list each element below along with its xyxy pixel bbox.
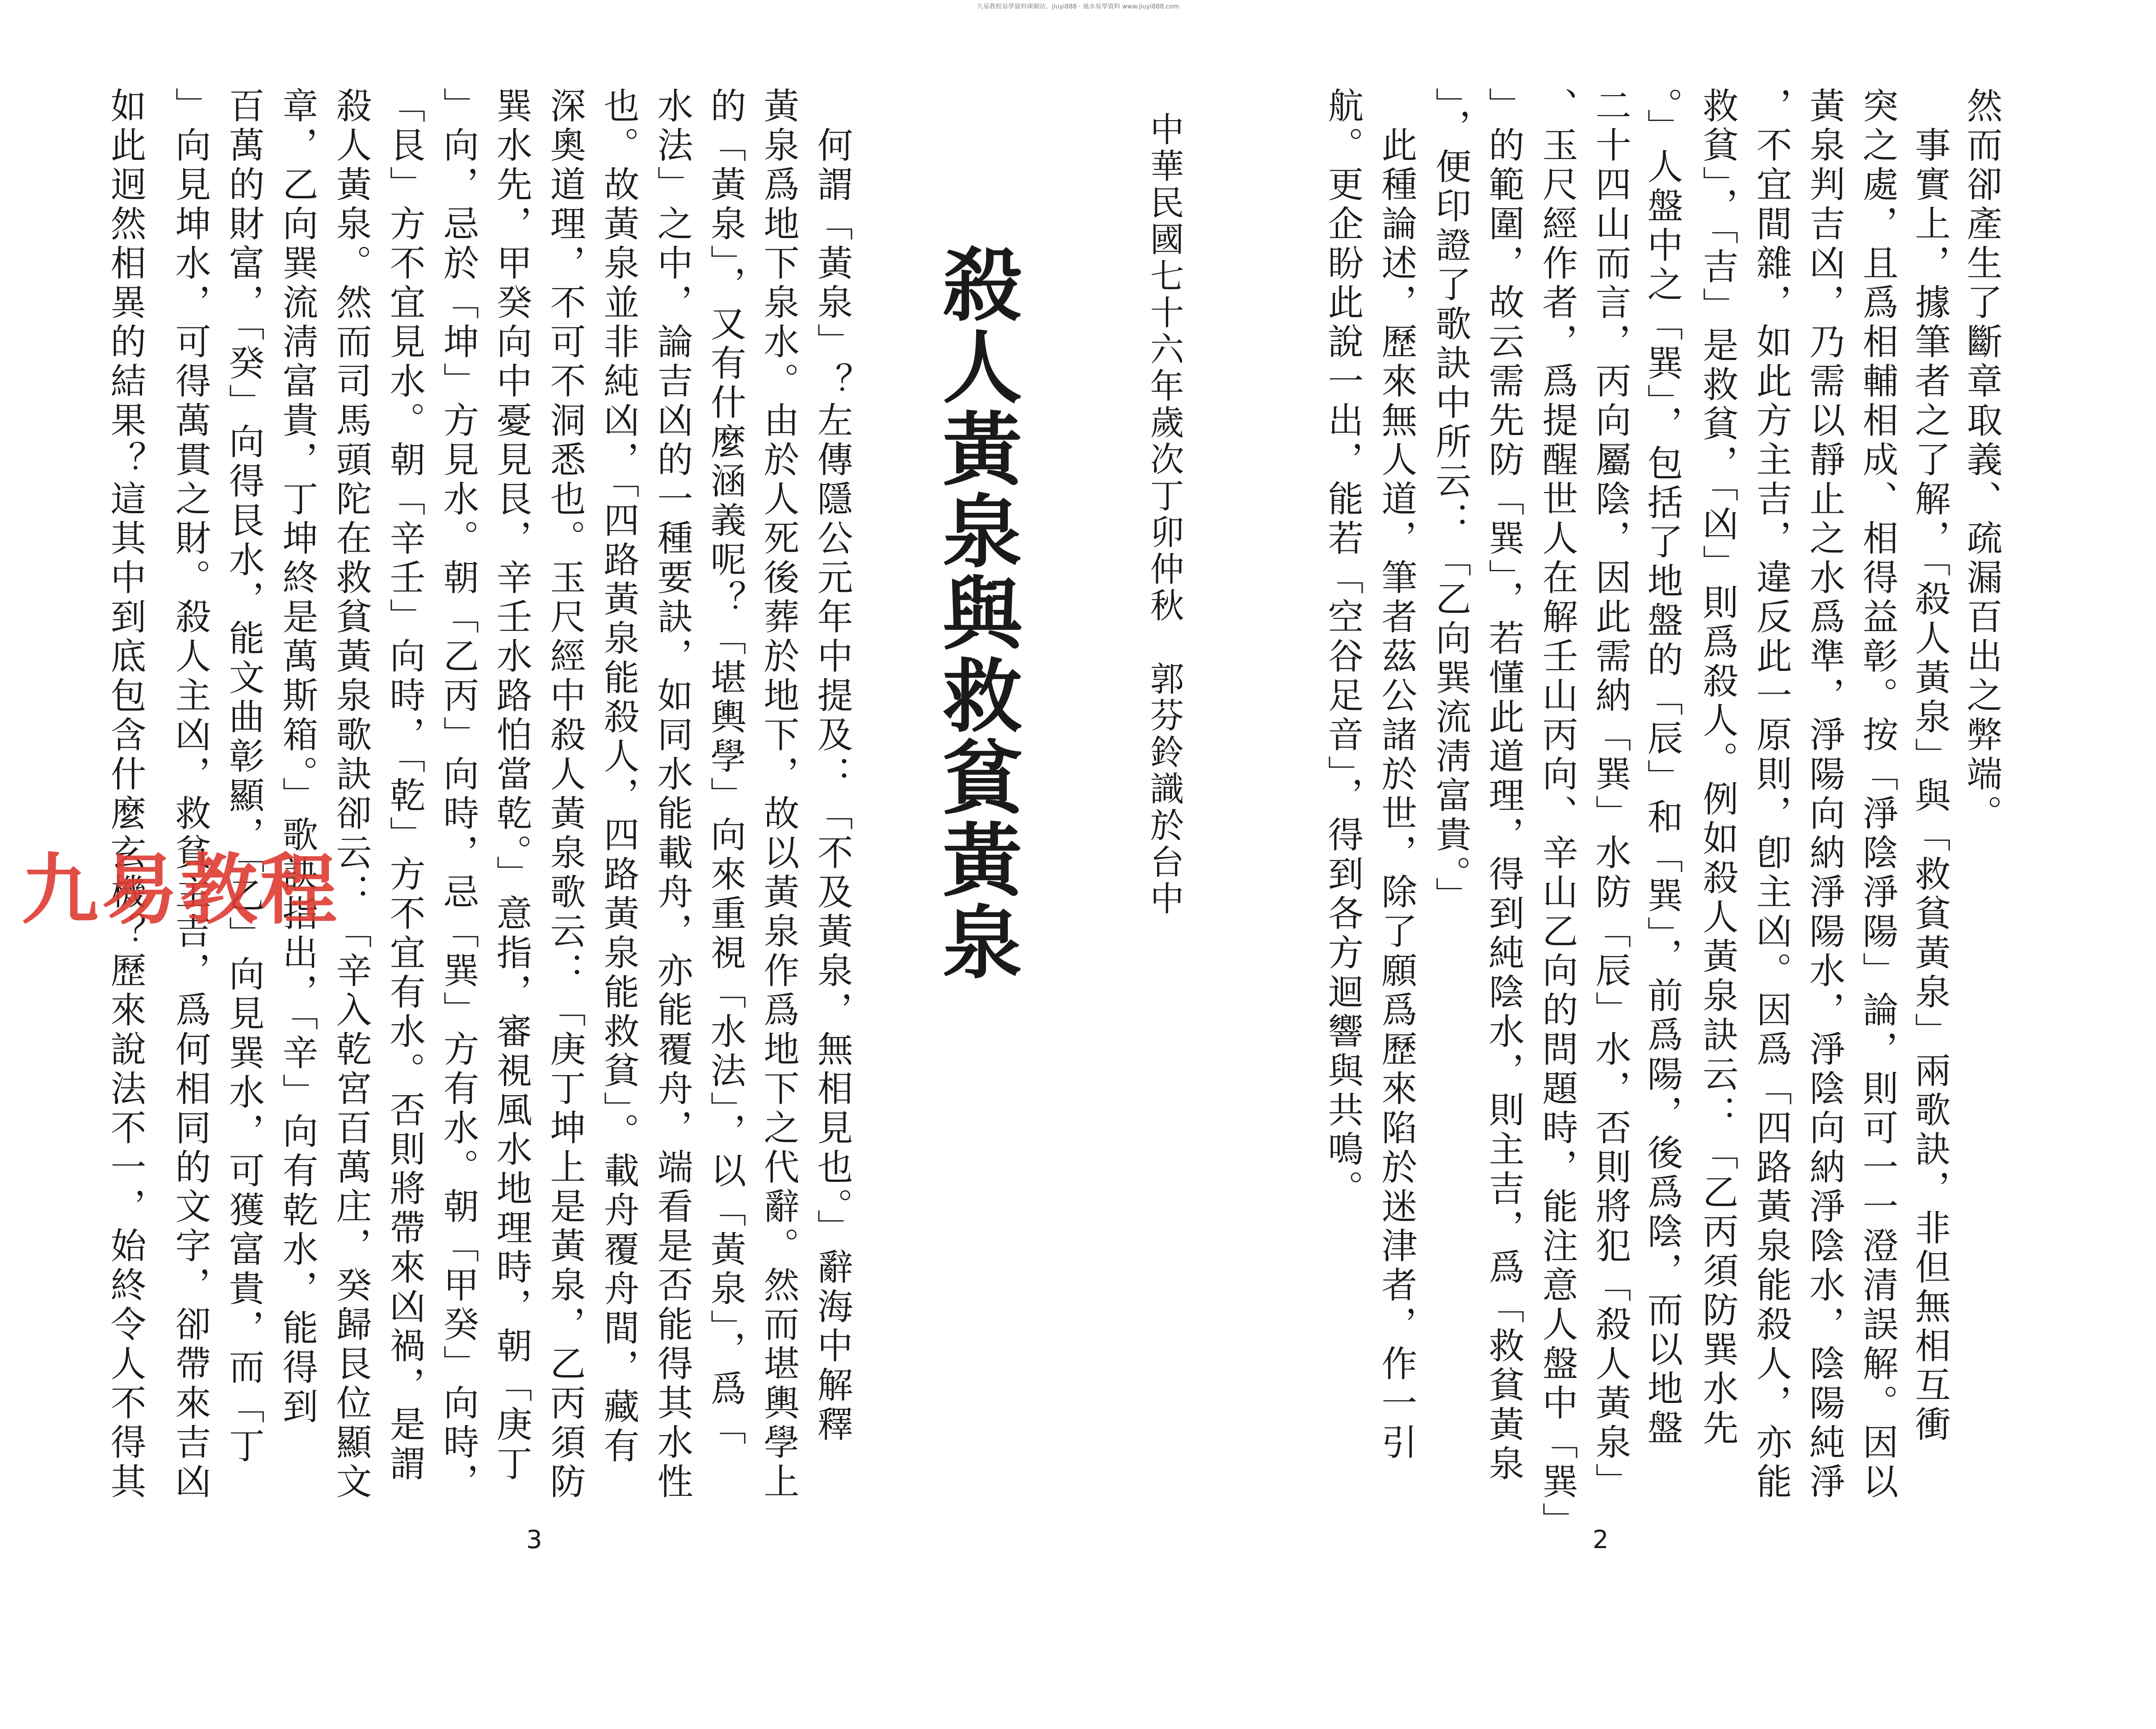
text-column: 如此迥然相異的結果？這其中到底包含什麼玄機？歷來說法不一，始終令人不得其	[105, 87, 146, 1502]
text-column: 百萬的財富，「癸」向得艮水，能文曲彰顯，「乙」向見巽水，可獲富貴，而「丁	[223, 87, 264, 1466]
text-column: 救貧」，「吉」是救貧，「凶」則爲殺人。例如殺人黃泉訣云：「乙丙須防巽水先	[1697, 87, 1738, 1449]
text-column: 「艮」方不宜見水。朝「辛壬」向時，「乾」方不宜有水。否則將帶來凶禍，是謂	[384, 87, 425, 1484]
text-column: 黃泉判吉凶，乃需以靜止之水爲準，淨陽向納淨陽水，淨陰向納淨陰水，陰陽純淨	[1804, 87, 1845, 1502]
text-column: ，不宜間雜，如此方主吉，違反此一原則，卽主凶。因爲「四路黃泉能殺人，亦能	[1750, 87, 1792, 1502]
text-column: 章，乙向巽流淸富貴，丁坤終是萬斯箱。」歌訣指出，「辛」向有乾水，能得到	[277, 87, 318, 1427]
text-column: 此種論述，歷來無人道，筆者茲公諸於世，除了願爲歷來陷於迷津者，作一引	[1376, 87, 1417, 1463]
text-column: 、玉尺經作者，爲提醒世人在解壬山丙向、辛山乙向的問題時，能注意人盤中「巽」	[1536, 87, 1578, 1541]
text-column: 」向，忌於「坤」方見水。朝「乙丙」向時，忌「巽」方有水。朝「甲癸」向時，	[437, 87, 479, 1502]
watermark-logo: 九易教程	[21, 845, 340, 935]
page-number: 2	[1593, 1525, 1609, 1554]
text-column: 」的範圍，故云需先防「巽」，若懂此道理，得到純陰水，則主吉，爲「救貧黃泉	[1483, 87, 1524, 1484]
text-column: 深奧道理，不可不洞悉也。玉尺經中殺人黃泉歌云：「庚丁坤上是黃泉，乙丙須防	[544, 87, 586, 1502]
text-column: 水法」之中，論吉凶的一種要訣，如同水能載舟，亦能覆舟，端看是否能得其水性	[651, 87, 693, 1502]
text-column: 何謂「黃泉」？左傳隱公元年中提及：「不及黃泉，無相見也。」辭海中解釋	[811, 87, 853, 1445]
text-column: 航。更企盼此說一出，能若「空谷足音」，得到各方迴響與共鳴。	[1322, 87, 1363, 1209]
signature: 中華民國七十六年歲次丁卯仲秋 郭芬鈴識於台中	[1145, 112, 1184, 917]
page-title: 殺人黃泉與救貧黃泉	[929, 243, 1023, 983]
text-column: 巽水先，甲癸向中憂見艮，辛壬水路怕當乾。」意指，審視風水地理時，朝「庚丁	[491, 87, 532, 1484]
text-column: 殺人黃泉。然而司馬頭陀在救貧黃泉歌訣卻云：「辛入乾宮百萬庄，癸歸艮位顯文	[330, 87, 372, 1502]
text-column: 。」人盤中之「巽」，包括了地盤的「辰」和「巽」，前爲陽，後爲陰，而以地盤	[1641, 87, 1683, 1449]
header-note: 九易教程易學資料庫網站，jiuyi888 · 風水易學資料 www.jiuyi888.com	[977, 3, 1179, 10]
right-page	[1099, 0, 2156, 1729]
text-column: 」，便印證了歌訣中所云：「乙向巽流淸富貴。」	[1430, 87, 1471, 916]
text-column: 事實上，據筆者之了解，「殺人黃泉」與「救貧黃泉」兩歌訣，非但無相互衝	[1909, 87, 1950, 1445]
text-column: 也。故黃泉並非純凶，「四路黃泉能殺人，四路黃泉能救貧」。載舟覆舟間，藏有	[598, 87, 639, 1466]
text-column: 然而卻產生了斷章取義、疏漏百出之弊端。	[1961, 87, 2002, 834]
text-column: 的「黃泉」，又有什麼涵義呢？「堪輿學」向來重視「水法」，以「黃泉」，爲「	[705, 87, 746, 1449]
text-column: 黃泉爲地下泉水。由於人死後葬於地下，故以黃泉作爲地下之代辭。然而堪輿學上	[758, 87, 799, 1502]
text-column: 突之處，且爲相輔相成、相得益彰。按「淨陰淨陽」論，則可一一澄清誤解。因以	[1857, 87, 1898, 1502]
text-column: 」向見坤水，可得萬貫之財。殺人主凶，救貧主吉，爲何相同的文字，卻帶來吉凶	[169, 87, 211, 1502]
text-column: 二十四山而言，丙向屬陰，因此需納「巽」水防「辰」水，否則將犯「殺人黃泉」	[1590, 87, 1631, 1502]
page-number: 3	[526, 1525, 542, 1554]
